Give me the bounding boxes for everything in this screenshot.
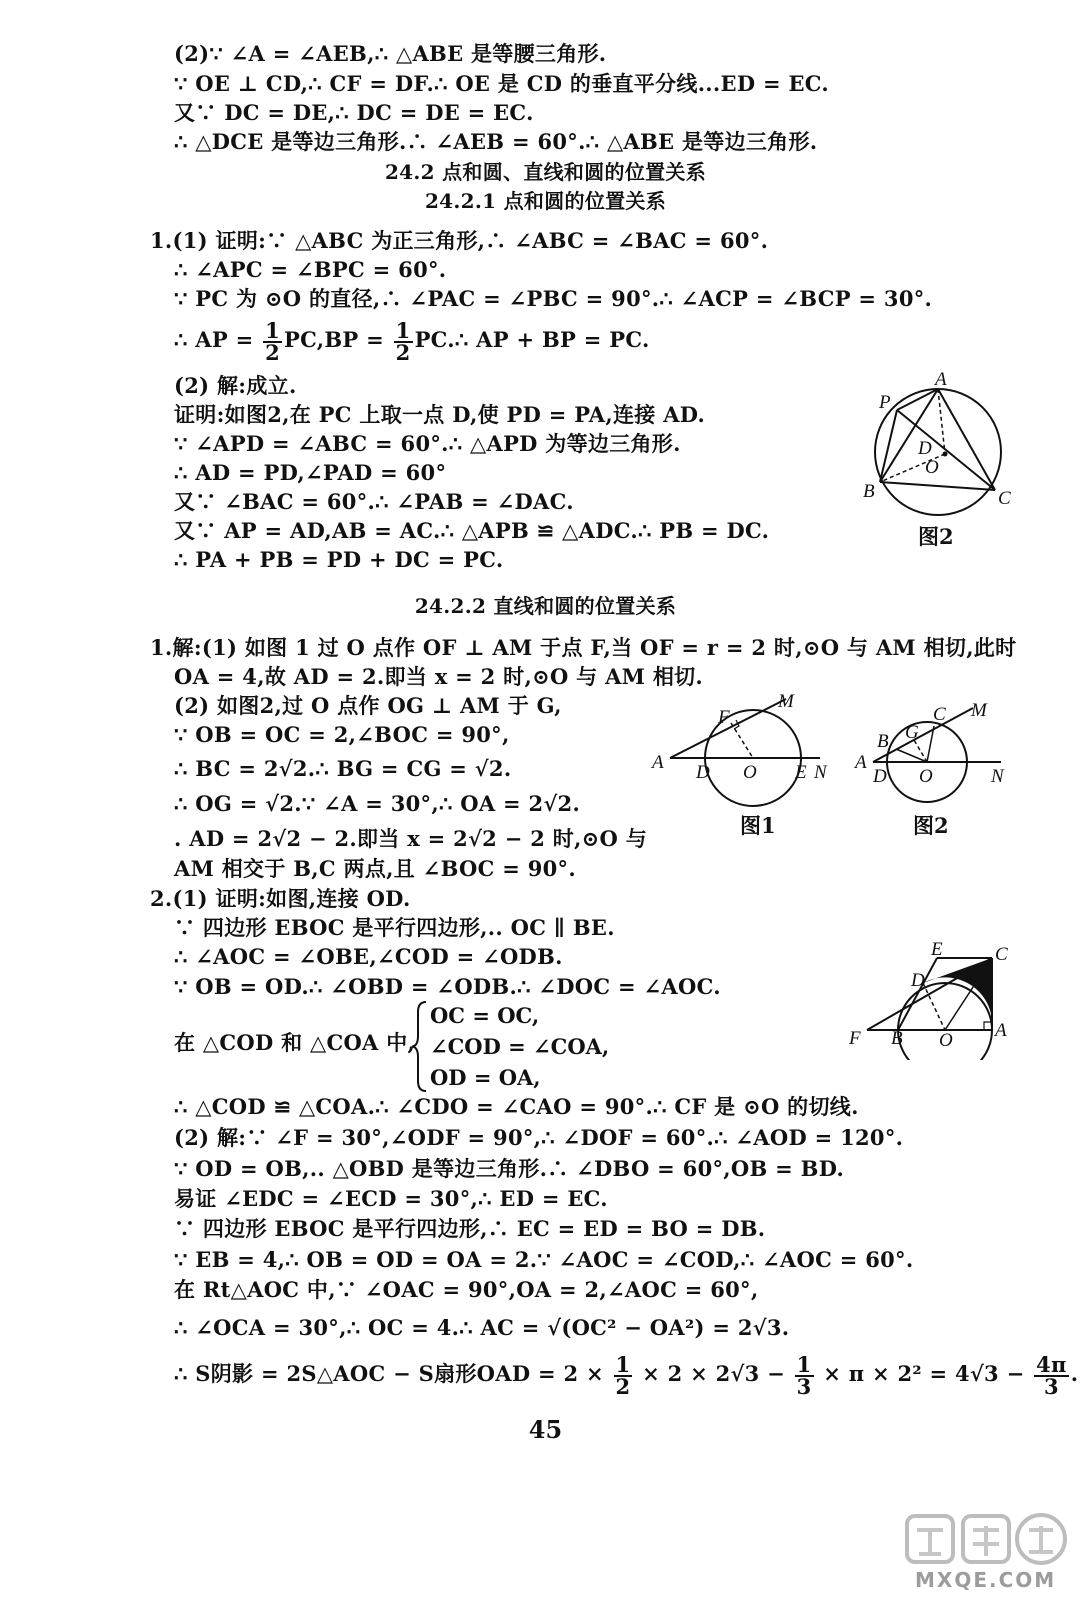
text-line: ∵ OB = OD.∴ ∠OBD = ∠ODB.∴ ∠DOC = ∠AOC. [174, 974, 721, 999]
label-m: M [778, 691, 794, 712]
text-line: ∵ OB = OC = 2,∠BOC = 90°, [174, 722, 510, 747]
text-line: ∵ OD = OB,.. △OBD 是等边三角形.∴ ∠DBO = 60°,OB = BD. [174, 1156, 845, 1181]
text-line: 易证 ∠EDC = ∠ECD = 30°,∴ ED = EC. [174, 1186, 608, 1211]
text-line: ∴ △COD ≌ △COA.∴ ∠CDO = ∠CAO = 90°.∴ CF 是 ⊙O 的切线. [174, 1094, 859, 1119]
label-e: E [795, 762, 807, 783]
text-line: (2) 解:成立. [174, 373, 297, 398]
text-line: ∵ OE ⊥ CD,∴ CF = DF.∴ OE 是 CD 的垂直平分线...ED = EC. [174, 71, 830, 96]
text-line: ∵ EB = 4,∴ OB = OD = OA = 2.∵ ∠AOC = ∠COD,∴ ∠AOC = 60°. [174, 1247, 914, 1272]
label-n: N [991, 766, 1004, 787]
label-a: A [995, 1020, 1007, 1041]
text-line: OA = 4,故 AD = 2.即当 x = 2 时,⊙O 与 AM 相切. [174, 664, 704, 689]
fraction: $\frac{1}{2}$ [615, 1351, 631, 1399]
brace-line: OC = OC, [430, 1003, 540, 1028]
text-line: ∵ 四边形 EBOC 是平行四边形,∴ EC = ED = BO = DB. [174, 1216, 766, 1241]
text-line: (2) 解:∵ ∠F = 30°,∠ODF = 90°,∴ ∠DOF = 60°.∴ ∠AOD = 120°. [174, 1125, 904, 1150]
label-d: D [873, 766, 887, 787]
label-a: A [935, 370, 947, 390]
text-line: ∴ AD = PD,∠PAD = 60° [174, 460, 447, 485]
text-line: 又∵ ∠BAC = 60°.∴ ∠PAB = ∠DAC. [174, 489, 574, 514]
label-c: C [998, 488, 1011, 509]
label-m: M [971, 700, 987, 721]
figure-caption: 图1 [740, 813, 776, 838]
text-line: . AD = 2√2 − 2.即当 x = 2√2 − 2 时,⊙O 与 [174, 826, 648, 851]
text-line: ∵ 四边形 EBOC 是平行四边形,.. OC ∥ BE. [174, 915, 615, 940]
label-o: O [743, 762, 757, 783]
watermark-logo [901, 1508, 1081, 1594]
subsection-title: 24.2.1 点和圆的位置关系 [424, 189, 667, 213]
brace-line: OD = OA, [430, 1065, 541, 1090]
label-g: G [905, 722, 919, 743]
text-line: AM 相交于 B,C 两点,且 ∠BOC = 90°. [174, 856, 576, 881]
label-c: C [933, 704, 946, 725]
figure-parallelogram-circle [845, 940, 1015, 1064]
text-line: ∴ △DCE 是等边三角形.∴ ∠AEB = 60°.∴ △ABE 是等边三角形. [174, 129, 818, 154]
label-b: B [891, 1028, 903, 1049]
text-line: 证明:如图2,在 PC 上取一点 D,使 PD = PA,连接 AD. [174, 402, 706, 427]
label-d: D [696, 762, 710, 783]
text-line: 2.(1) 证明:如图,连接 OD. [150, 886, 411, 911]
label-o: O [919, 766, 933, 787]
label-e: E [931, 940, 943, 960]
text-line: ∴ ∠APC = ∠BPC = 60°. [174, 257, 447, 282]
text-line: 在 △COD 和 △COA 中, [174, 1030, 416, 1055]
label-a: A [652, 752, 664, 773]
label-c: C [995, 944, 1008, 965]
text-line: 在 Rt△AOC 中,∵ ∠OAC = 90°,OA = 2,∠AOC = 60°, [174, 1277, 759, 1302]
text-line: ∵ ∠APD = ∠ABC = 60°.∴ △APD 为等边三角形. [174, 431, 681, 456]
label-n: N [814, 762, 827, 783]
figure-caption: 图2 [913, 813, 949, 838]
section-title: 24.2 点和圆、直线和圆的位置关系 [384, 160, 707, 184]
figure-caption: 图2 [918, 524, 954, 549]
page-number: 45 [528, 1415, 563, 1444]
label-d: D [918, 438, 932, 459]
text-line: 又∵ DC = DE,∴ DC = DE = EC. [174, 100, 534, 125]
label-d: D [911, 970, 925, 991]
fraction: $\frac{1}{2}$ [395, 317, 411, 365]
watermark-text: MXQE.COM [915, 1568, 1057, 1592]
fraction-line: ∴ AP = $\frac{1}{2}$ PC,BP = $\frac{1}{2}$ PC.∴ AP + BP = PC. [174, 317, 650, 365]
text-line: (2) 如图2,过 O 点作 OG ⊥ AM 于 G, [174, 693, 562, 718]
text-line: ∴ BC = 2√2.∴ BG = CG = √2. [174, 756, 512, 781]
label-o: O [939, 1030, 953, 1051]
label-p: P [879, 392, 891, 413]
label-f: F [718, 707, 730, 728]
text-line: 1.解:(1) 如图 1 过 O 点作 OF ⊥ AM 于点 F,当 OF = r = 2 时,⊙O 与 AM 相切,此时 [150, 635, 1017, 660]
fraction: $\frac{4\pi}{3}$ [1036, 1351, 1067, 1399]
final-formula-line: ∴ S阴影 = 2S△AOC − S扇形OAD = 2 × $\frac{1}{2}$ × 2 × 2√3 − $\frac{1}{3}$ × π × 2² = 4√3 − $\frac{4\pi}{3}$ . [174, 1351, 1079, 1399]
text-line: 1.(1) 证明:∵ △ABC 为正三角形,∴ ∠ABC = ∠BAC = 60°. [150, 228, 769, 253]
fraction: $\frac{1}{3}$ [796, 1351, 812, 1399]
subsection-title: 24.2.2 直线和圆的位置关系 [414, 594, 677, 618]
label-f: F [849, 1028, 861, 1049]
label-a: A [855, 752, 867, 773]
label-b: B [863, 481, 875, 502]
text-line: ∴ ∠OCA = 30°,∴ OC = 4.∴ AC = √(OC² − OA²) = 2√3. [174, 1315, 790, 1340]
label-o: O [925, 457, 939, 478]
figure-tangent-line [648, 685, 838, 814]
text-line: 又∵ AP = AD,AB = AC.∴ △APB ≌ △ADC.∴ PB = DC. [174, 518, 770, 543]
text-line: ∴ OG = √2.∵ ∠A = 30°,∴ OA = 2√2. [174, 791, 581, 816]
fraction: $\frac{1}{2}$ [265, 317, 281, 365]
text-line: (2)∵ ∠A = ∠AEB,∴ △ABE 是等腰三角形. [174, 41, 607, 66]
figure-circle-triangle [855, 370, 1025, 524]
figure-secant-line [853, 690, 1018, 814]
brace-line: ∠COD = ∠COA, [430, 1034, 610, 1059]
text-line: ∴ PA + PB = PD + DC = PC. [174, 547, 504, 572]
text-line: ∴ ∠AOC = ∠OBE,∠COD = ∠ODB. [174, 944, 563, 969]
left-brace [410, 1000, 428, 1093]
text-line: ∵ PC 为 ⊙O 的直径,∴ ∠PAC = ∠PBC = 90°.∴ ∠ACP = ∠BCP = 30°. [174, 286, 933, 311]
label-b: B [877, 731, 889, 752]
